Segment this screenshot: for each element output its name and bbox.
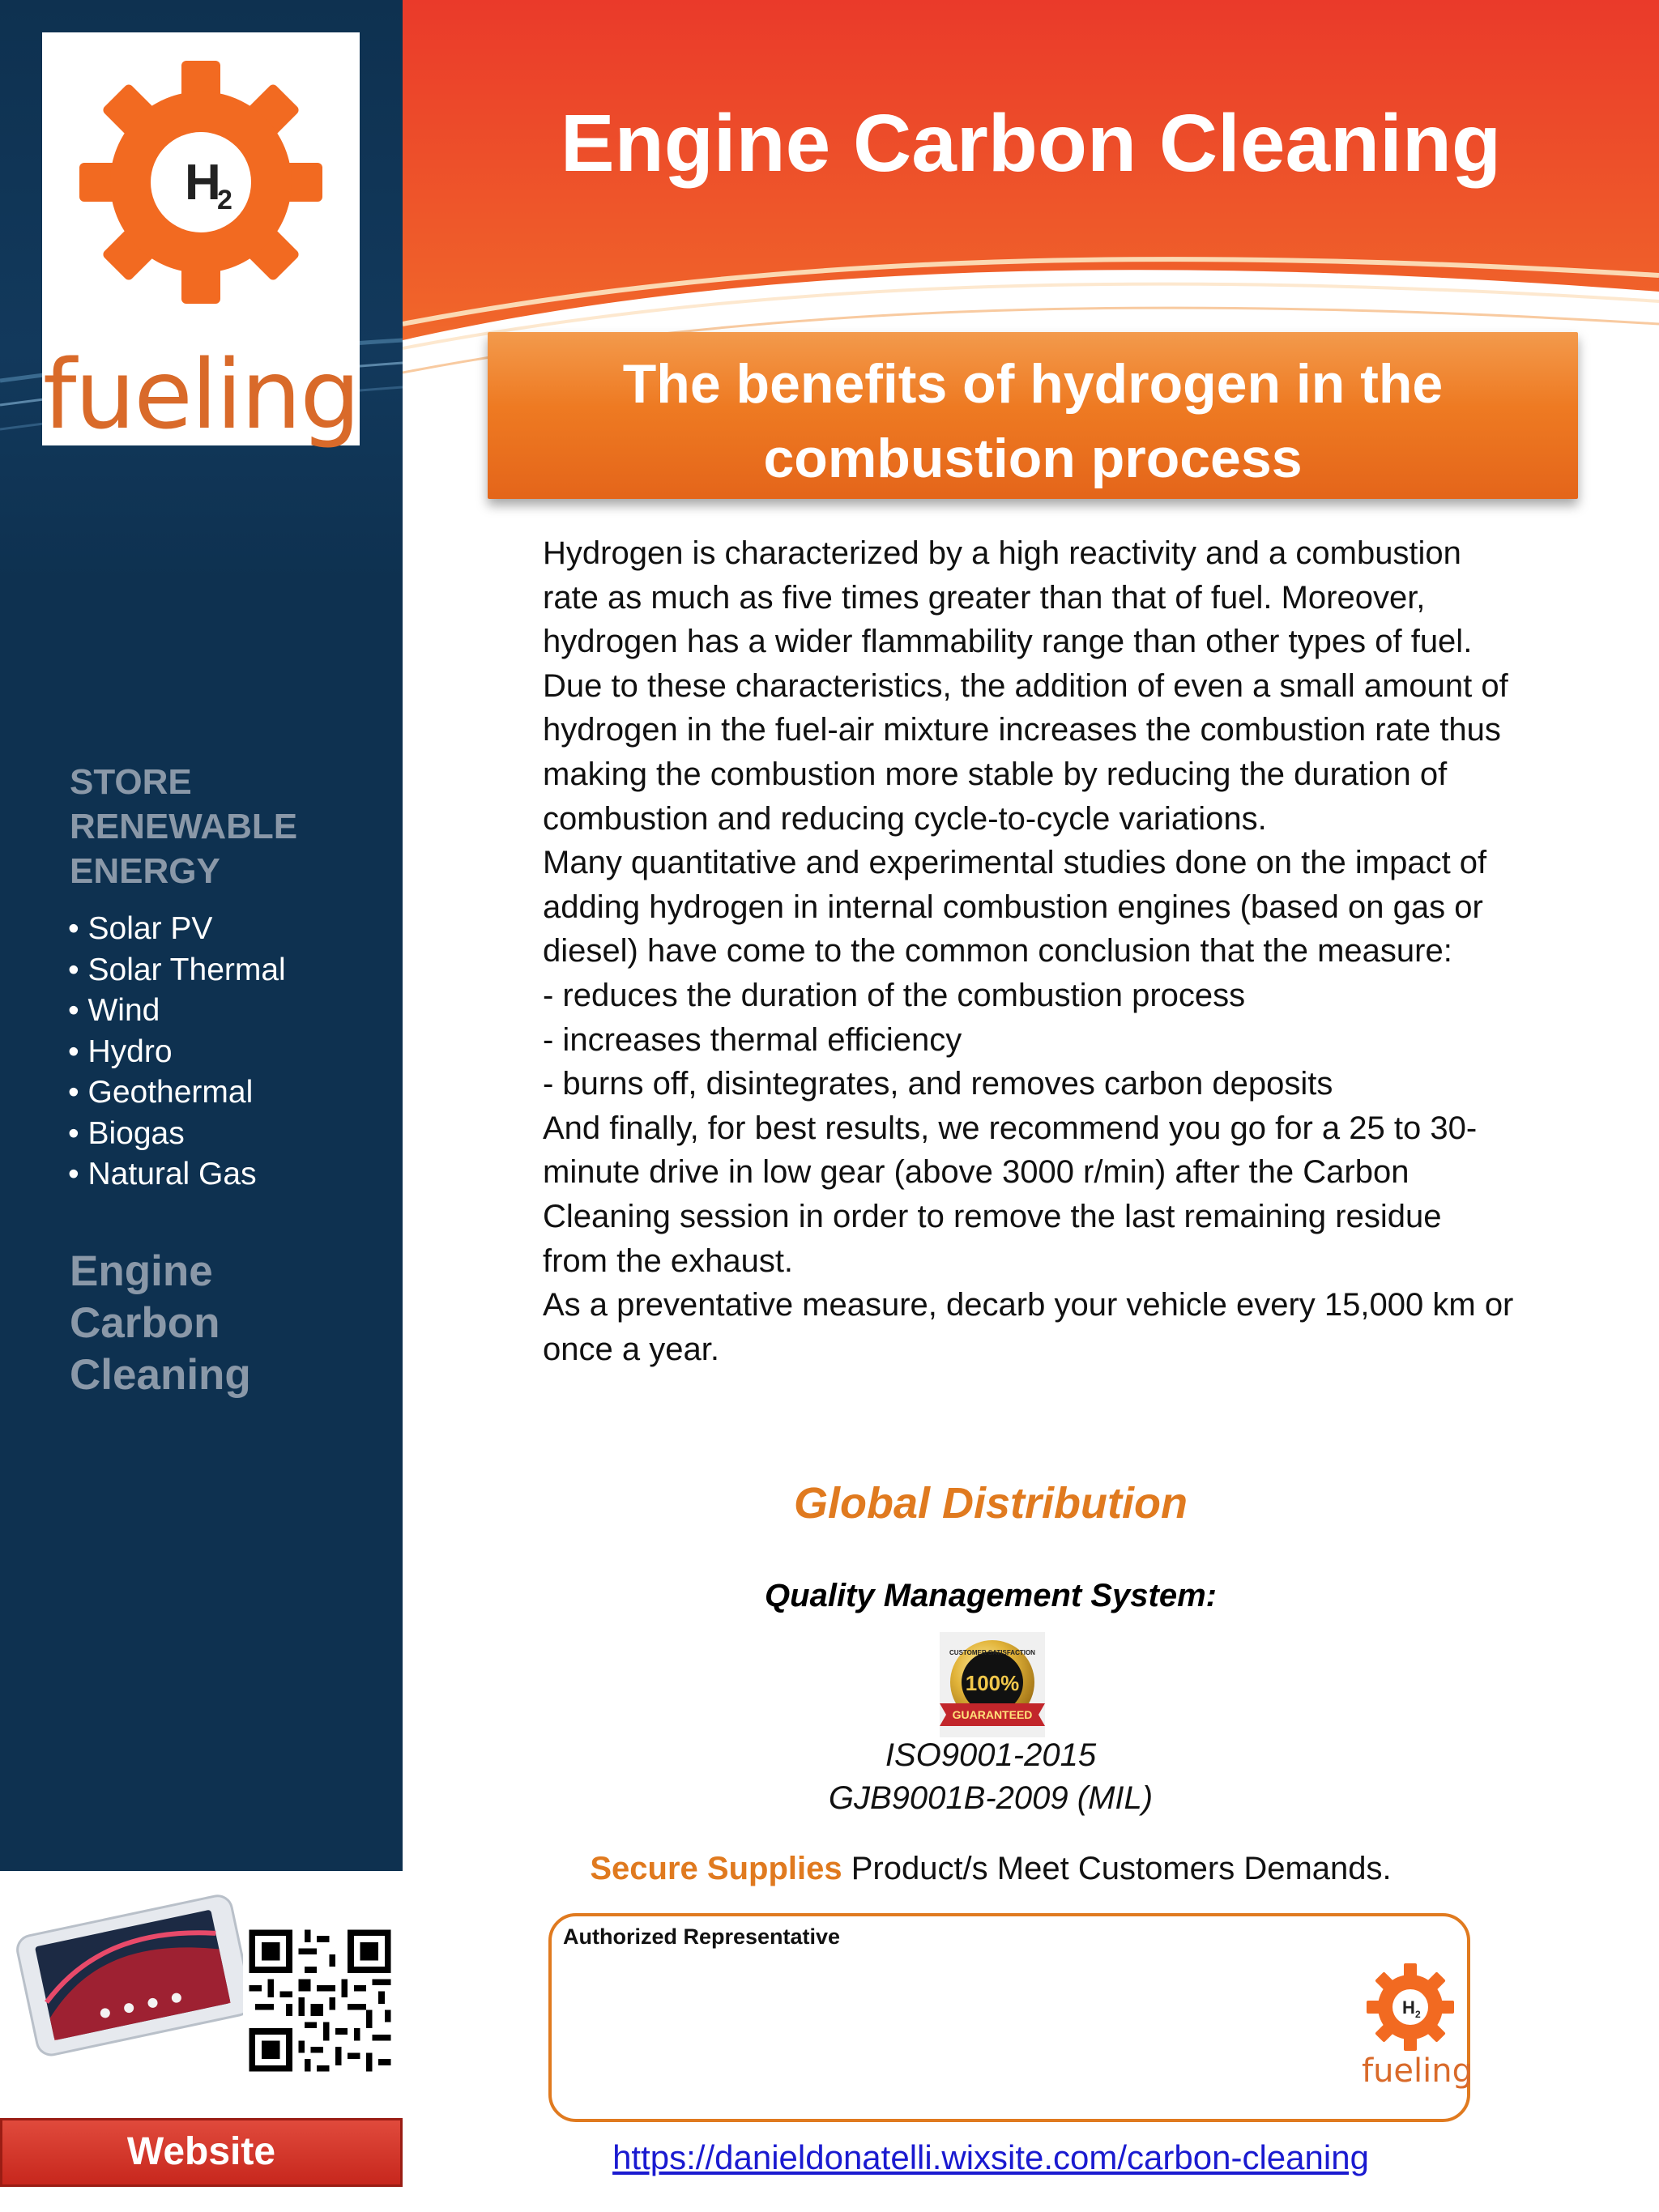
bullet-item: - increases thermal efficiency <box>543 1021 962 1058</box>
list-item: • Geothermal <box>68 1072 286 1114</box>
paragraph: As a preventative measure, decarb your vehicle every 15,000 km or once a year. <box>543 1287 1514 1367</box>
subtitle-text: The benefits of hydrogen in the combustion process <box>622 353 1444 489</box>
logo-text: fueling <box>42 339 360 450</box>
svg-text:GUARANTEED: GUARANTEED <box>952 1708 1033 1721</box>
energy-list <box>68 909 286 1196</box>
list-item: • Natural Gas <box>68 1154 286 1196</box>
guarantee-seal-icon <box>923 1632 1061 1754</box>
iso-certification: ISO9001-2015 <box>885 1737 1097 1773</box>
list-item: • Hydro <box>68 1032 286 1073</box>
gear-icon <box>1362 1958 1459 2056</box>
list-item: • Solar Thermal <box>68 950 286 991</box>
body-text <box>543 531 1515 1371</box>
bullet-item: - reduces the duration of the combustion process <box>543 977 1246 1013</box>
website-link[interactable]: https://danieldonatelli.wixsite.com/carbon-cleaning <box>612 2138 1369 2176</box>
bullet-item: - burns off, disintegrates, and removes carbon deposits <box>543 1066 1333 1102</box>
paragraph: Hydrogen is characterized by a high reactivity and a combustion rate as much as five times greater than that of fuel. Moreover, hydrogen has a wider flammability range than other types of fuel. Due to these characteristics, the addition of even a small amount of hydrogen in the fuel-air mixture increases the combustion rate thus making the combustion more stable by reducing the duration of combustion and reducing cycle-to-cycle variations. <box>543 535 1508 837</box>
svg-text:2: 2 <box>217 185 232 215</box>
authorized-representative-label: Authorized Representative <box>563 1924 841 1949</box>
secure-supplies-line <box>403 1851 1578 1887</box>
gjb-certification: GJB9001B-2009 (MIL) <box>828 1780 1154 1816</box>
secure-supplies-highlight: Secure Supplies <box>590 1851 842 1886</box>
authorized-representative-box <box>548 1913 1473 2122</box>
global-distribution: Global Distribution <box>794 1479 1188 1528</box>
sidebar-heading: STORE RENEWABLE ENERGY <box>70 762 298 891</box>
list-item: • Biogas <box>68 1114 286 1155</box>
gear-icon <box>42 32 360 340</box>
list-item: • Wind <box>68 991 286 1032</box>
page-title: Engine Carbon Cleaning <box>560 98 1502 189</box>
subtitle-banner <box>488 332 1578 499</box>
qr-code-icon <box>243 1924 397 2078</box>
smartphone-icon <box>0 1879 259 2065</box>
list-item: • Solar PV <box>68 909 286 950</box>
website-button[interactable]: Website <box>0 2118 403 2187</box>
qr-code[interactable] <box>243 1924 397 2078</box>
svg-text:2: 2 <box>1415 2009 1421 2020</box>
sidebar-engine-carbon-cleaning: Engine Carbon Cleaning <box>70 1247 251 1399</box>
svg-text:H: H <box>185 155 221 211</box>
quality-management-heading: Quality Management System: <box>765 1578 1217 1613</box>
svg-text:H: H <box>1402 1997 1415 2018</box>
svg-text:CUSTOMER SATISFACTION: CUSTOMER SATISFACTION <box>949 1649 1035 1656</box>
paragraph: And finally, for best results, we recommend you go for a 25 to 30-minute drive in low gear (above 3000 r/min) after the Carbon Cleaning session in order to remove the last remaining residue from the exhaust. <box>543 1110 1478 1279</box>
small-logo <box>1362 1958 1473 2120</box>
sidebar <box>0 0 403 1871</box>
paragraph: Many quantitative and experimental studies done on the impact of adding hydrogen in internal combustion engines (based on gas or diesel) have come to the common conclusion that the measure: <box>543 845 1487 970</box>
logo[interactable] <box>42 32 360 450</box>
small-logo-text: fueling <box>1362 2052 1473 2090</box>
svg-text:100%: 100% <box>965 1671 1020 1695</box>
secure-supplies-text: Product/s Meet Customers Demands. <box>842 1851 1392 1886</box>
